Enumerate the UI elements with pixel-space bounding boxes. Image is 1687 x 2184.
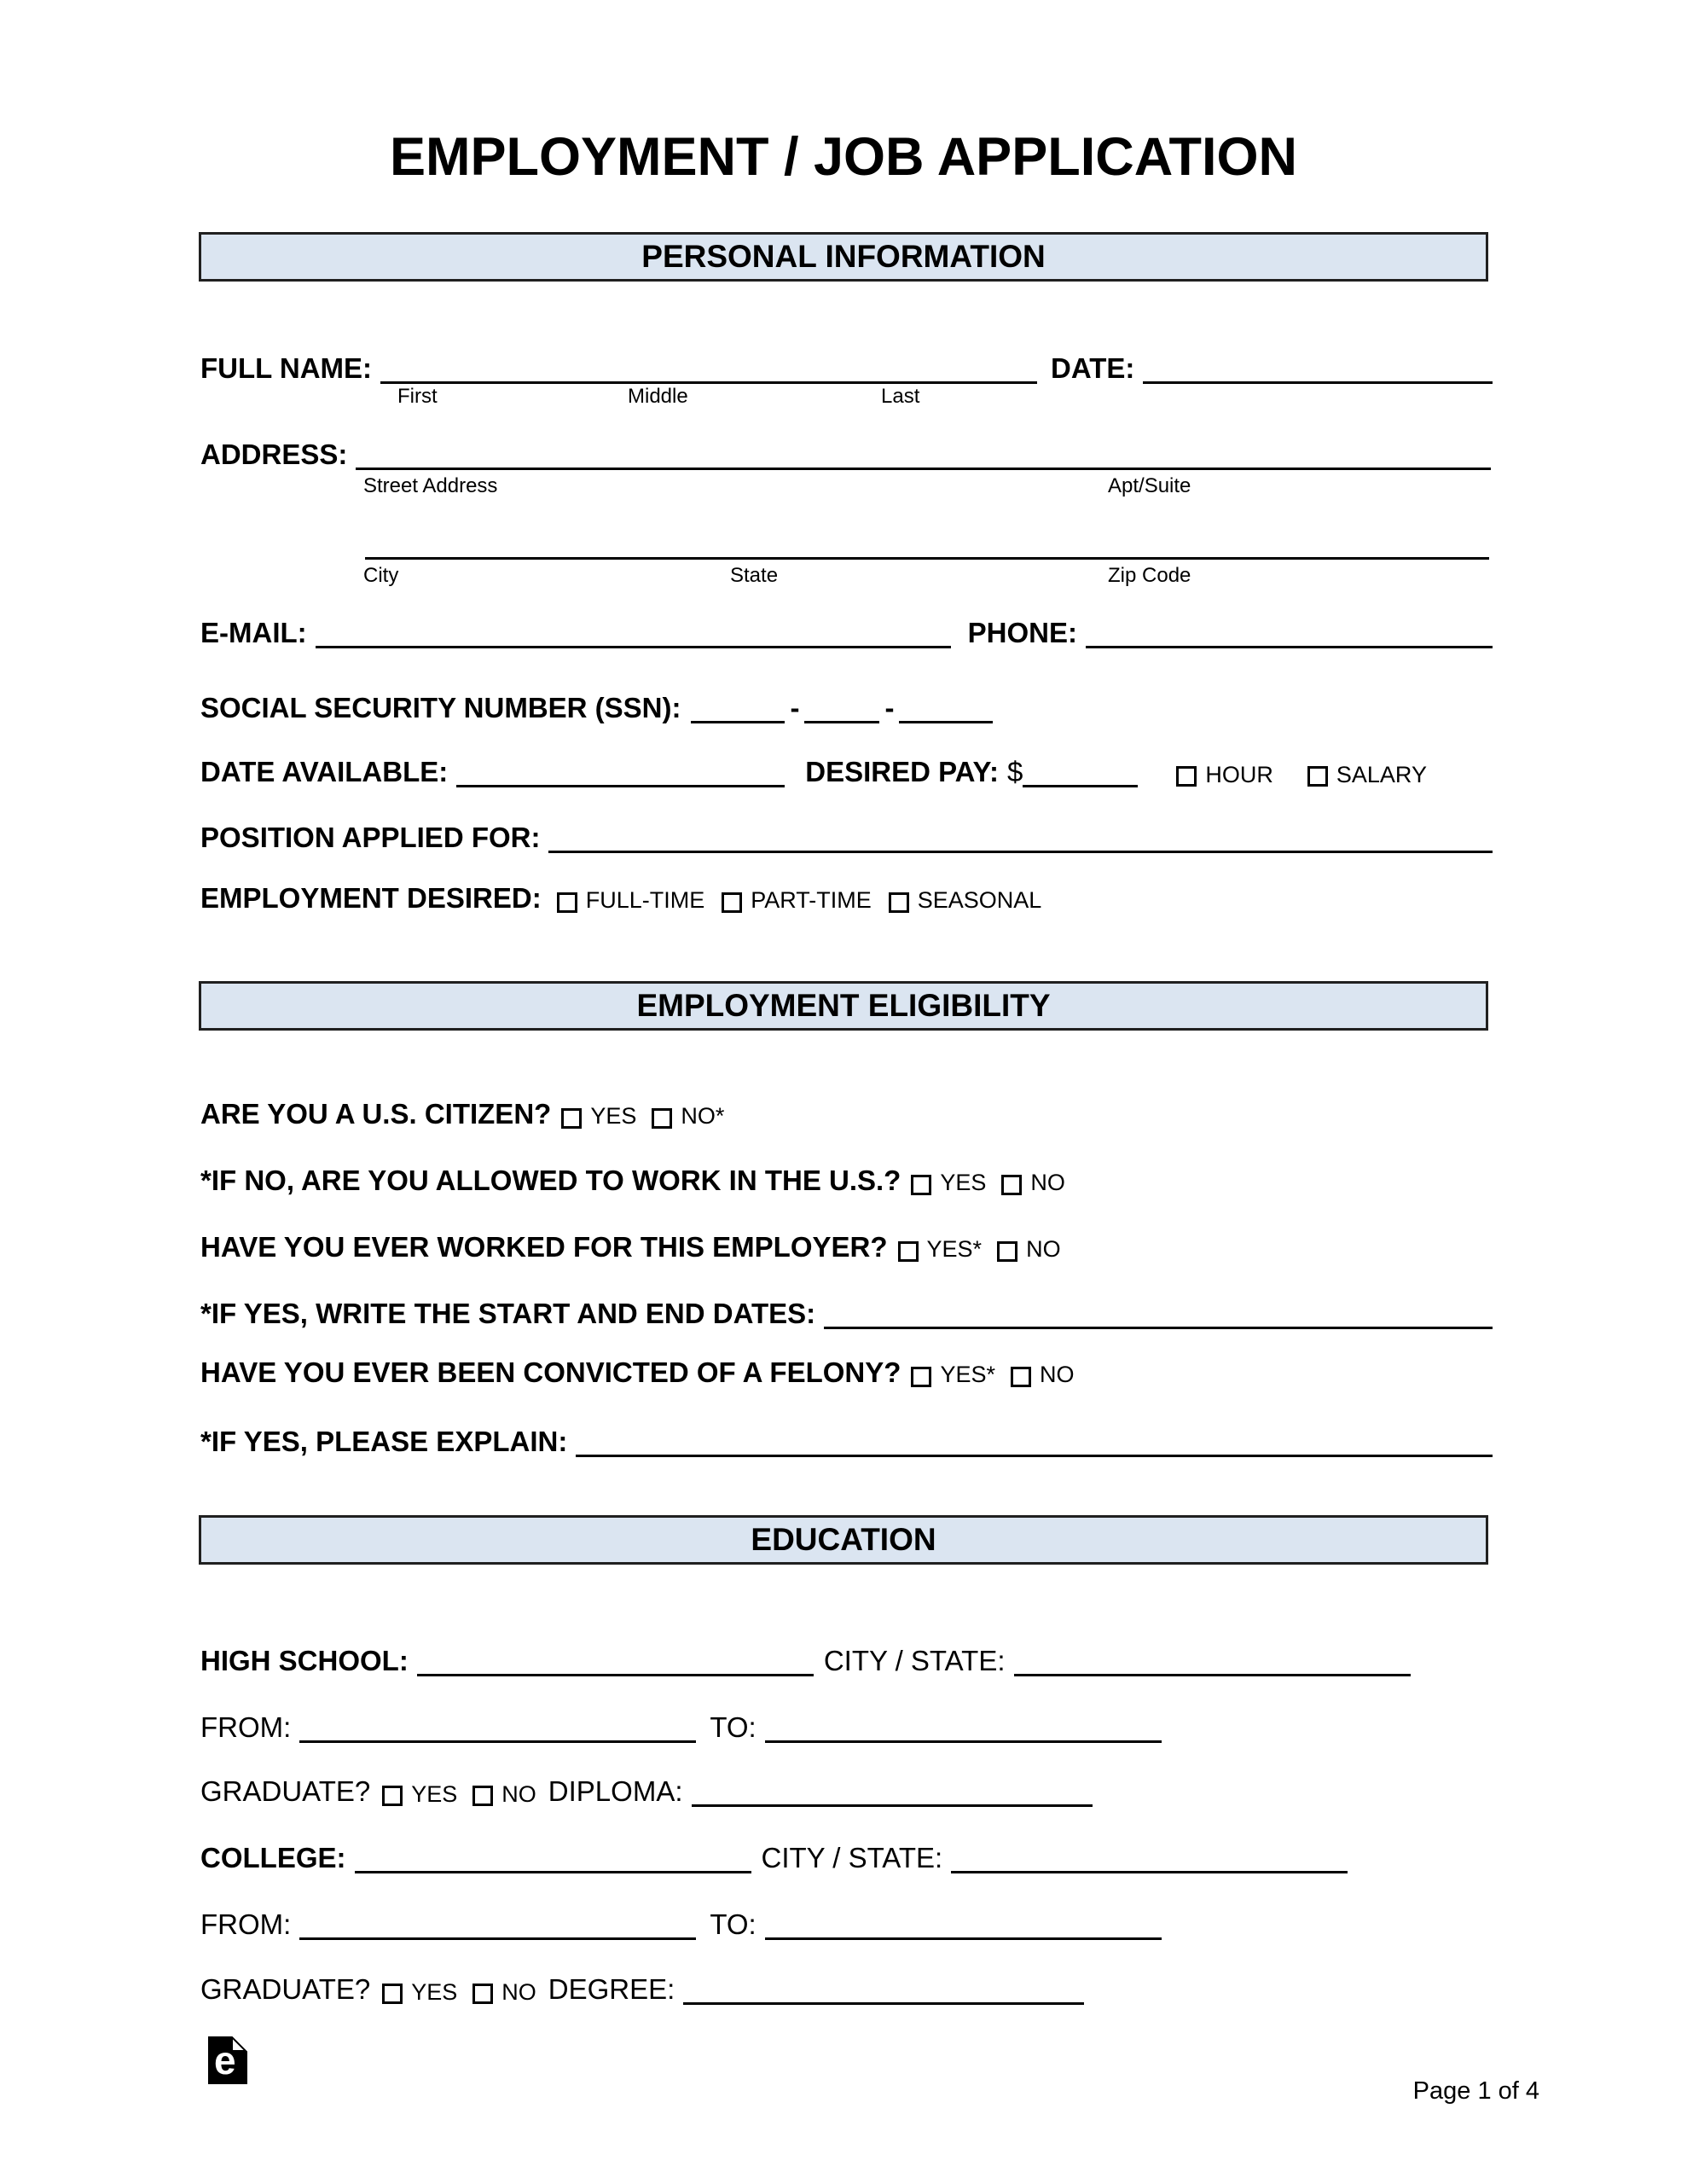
hs-graduate-no-option [472, 1781, 536, 1807]
seasonal-checkbox[interactable] [889, 892, 909, 913]
dollar-sign: $ [1007, 756, 1023, 788]
diploma-label: DIPLOMA: [548, 1775, 683, 1808]
ssn-label: SOCIAL SECURITY NUMBER (SSN): [200, 692, 681, 724]
college-row [200, 1838, 1348, 1873]
college-from-label: FROM: [200, 1908, 292, 1941]
part-time-checkbox[interactable] [722, 892, 742, 913]
citizen-no-label: NO* [681, 1103, 725, 1130]
explain-row [200, 1422, 1493, 1457]
hs-to-field[interactable] [765, 1708, 1162, 1743]
full-time-option-label: FULL-TIME [585, 887, 705, 914]
street-address-sublabel: Street Address [363, 474, 498, 497]
email-label: E-MAIL: [200, 617, 307, 649]
explain-label: *IF YES, PLEASE EXPLAIN: [200, 1426, 568, 1458]
ssn-separator-2: - [884, 692, 895, 724]
college-graduate-yes-checkbox[interactable] [382, 1984, 403, 2004]
state-sublabel: State [730, 564, 779, 587]
hour-option [1176, 762, 1273, 787]
college-to-field[interactable] [765, 1905, 1162, 1940]
allowed-yes-option [911, 1170, 986, 1195]
position-applied-field[interactable] [548, 818, 1493, 853]
citizen-yes-label: YES [590, 1103, 637, 1130]
hour-checkbox[interactable] [1176, 766, 1197, 787]
college-city-state-label: CITY / STATE: [761, 1842, 943, 1874]
hs-graduate-yes-option [382, 1781, 457, 1807]
college-from-to-row [200, 1905, 1162, 1940]
hs-graduate-row [200, 1772, 1093, 1807]
high-school-label: HIGH SCHOOL: [200, 1645, 409, 1677]
salary-option-label: SALARY [1336, 761, 1427, 787]
desired-pay-label: DESIRED PAY: [805, 756, 1000, 788]
employment-desired-row [200, 884, 1041, 914]
worked-no-label: NO [1026, 1236, 1061, 1263]
page-title: EMPLOYMENT / JOB APPLICATION [389, 127, 1298, 187]
citizen-question-label: ARE YOU A U.S. CITIZEN? [200, 1098, 552, 1130]
apt-suite-sublabel: Apt/Suite [1108, 474, 1191, 497]
citizen-no-checkbox[interactable] [652, 1108, 672, 1129]
full-name-row [200, 349, 1493, 384]
section-header-personal-information: PERSONAL INFORMATION [199, 232, 1488, 282]
phone-label: PHONE: [967, 617, 1077, 649]
address-label: ADDRESS: [200, 439, 348, 471]
college-graduate-no-option [472, 1979, 536, 2005]
ssn-field-1[interactable] [691, 688, 785, 723]
seasonal-option-label: SEASONAL [917, 887, 1042, 914]
worked-no-option [997, 1236, 1061, 1262]
desired-pay-field[interactable] [1023, 752, 1138, 787]
worked-question-label: HAVE YOU EVER WORKED FOR THIS EMPLOYER? [200, 1231, 888, 1263]
date-field[interactable] [1143, 349, 1493, 384]
citizen-yes-option [561, 1103, 636, 1129]
street-address-field[interactable] [356, 435, 1491, 470]
ssn-field-2[interactable] [804, 688, 879, 723]
college-to-label: TO: [710, 1908, 757, 1941]
salary-option [1307, 762, 1427, 787]
felony-no-option [1011, 1362, 1075, 1387]
degree-field[interactable] [683, 1970, 1084, 2005]
college-graduate-yes-option [382, 1979, 457, 2005]
felony-no-label: NO [1039, 1362, 1075, 1388]
start-end-dates-label: *IF YES, WRITE THE START AND END DATES: [200, 1298, 816, 1330]
start-end-dates-row [200, 1294, 1493, 1329]
college-graduate-no-checkbox[interactable] [472, 1984, 493, 2004]
full-time-option [557, 887, 705, 913]
eforms-logo-letter: e [214, 2038, 236, 2082]
felony-no-checkbox[interactable] [1011, 1367, 1031, 1387]
full-time-checkbox[interactable] [557, 892, 577, 913]
part-time-option-label: PART-TIME [751, 887, 872, 914]
hs-from-field[interactable] [299, 1708, 696, 1743]
allowed-question-row [200, 1166, 1065, 1196]
hs-to-label: TO: [710, 1711, 757, 1744]
felony-question-label: HAVE YOU EVER BEEN CONVICTED OF A FELONY? [200, 1356, 901, 1388]
hs-graduate-no-label: NO [501, 1780, 536, 1807]
college-field[interactable] [355, 1838, 751, 1873]
middle-name-sublabel: Middle [628, 385, 688, 408]
high-school-field[interactable] [417, 1641, 814, 1676]
college-from-field[interactable] [299, 1905, 696, 1940]
position-applied-row [200, 818, 1493, 853]
hs-from-to-row [200, 1708, 1162, 1743]
hour-option-label: HOUR [1205, 761, 1273, 787]
diploma-field[interactable] [692, 1772, 1093, 1807]
seasonal-option [889, 887, 1042, 913]
college-graduate-label: GRADUATE? [200, 1973, 371, 2006]
address-row [200, 435, 1491, 470]
ssn-separator-1: - [790, 692, 800, 724]
salary-checkbox[interactable] [1307, 766, 1328, 787]
page-number: Page 1 of 4 [1412, 2077, 1539, 2105]
ssn-row [200, 688, 993, 723]
college-graduate-row [200, 1970, 1084, 2005]
hs-graduate-yes-label: YES [411, 1780, 458, 1807]
eforms-logo [208, 2036, 247, 2084]
allowed-yes-checkbox[interactable] [911, 1175, 931, 1195]
college-label: COLLEGE: [200, 1842, 346, 1874]
allowed-no-option [1001, 1170, 1065, 1195]
allowed-no-checkbox[interactable] [1001, 1175, 1022, 1195]
employment-desired-label: EMPLOYMENT DESIRED: [200, 882, 542, 914]
citizen-no-option [652, 1103, 724, 1129]
start-end-dates-field[interactable] [824, 1294, 1493, 1329]
worked-question-row [200, 1233, 1061, 1263]
hs-graduate-yes-checkbox[interactable] [382, 1786, 403, 1806]
hs-graduate-label: GRADUATE? [200, 1775, 371, 1808]
allowed-question-label: *IF NO, ARE YOU ALLOWED TO WORK IN THE U.S.? [200, 1165, 901, 1196]
hs-graduate-no-checkbox[interactable] [472, 1786, 493, 1806]
city-sublabel: City [363, 564, 399, 587]
first-name-sublabel: First [397, 385, 438, 408]
citizen-yes-checkbox[interactable] [561, 1108, 582, 1129]
zip-code-sublabel: Zip Code [1108, 564, 1191, 587]
full-name-field[interactable] [380, 349, 1037, 384]
worked-no-checkbox[interactable] [997, 1241, 1017, 1262]
explain-field[interactable] [576, 1422, 1493, 1457]
email-phone-row [200, 613, 1493, 648]
college-city-state-field[interactable] [951, 1838, 1348, 1873]
college-graduate-yes-label: YES [411, 1978, 458, 2005]
section-header-education: EDUCATION [199, 1515, 1488, 1565]
date-available-label: DATE AVAILABLE: [200, 756, 449, 788]
email-field[interactable] [316, 613, 951, 648]
citizen-question-row [200, 1100, 724, 1130]
hs-city-state-field[interactable] [1014, 1641, 1411, 1676]
degree-label: DEGREE: [548, 1973, 675, 2006]
phone-field[interactable] [1086, 613, 1493, 648]
felony-yes-option [911, 1362, 995, 1387]
ssn-field-3[interactable] [899, 688, 993, 723]
address-line2-field[interactable] [365, 526, 1489, 560]
hs-from-label: FROM: [200, 1711, 292, 1744]
worked-yes-label: YES* [926, 1236, 983, 1263]
allowed-yes-label: YES [940, 1170, 987, 1196]
last-name-sublabel: Last [881, 385, 920, 408]
full-name-label: FULL NAME: [200, 352, 373, 385]
worked-yes-option [898, 1236, 983, 1262]
college-graduate-no-label: NO [501, 1978, 536, 2005]
date-available-field[interactable] [456, 752, 785, 787]
worked-yes-checkbox[interactable] [898, 1241, 919, 1262]
high-school-row [200, 1641, 1411, 1676]
felony-yes-checkbox[interactable] [911, 1367, 931, 1387]
allowed-no-label: NO [1030, 1170, 1065, 1196]
position-applied-label: POSITION APPLIED FOR: [200, 822, 541, 854]
date-available-row [200, 752, 1427, 787]
hs-city-state-label: CITY / STATE: [823, 1645, 1006, 1677]
felony-question-row [200, 1358, 1074, 1388]
section-header-employment-eligibility: EMPLOYMENT ELIGIBILITY [199, 981, 1488, 1031]
date-label: DATE: [1051, 352, 1135, 385]
felony-yes-label: YES* [940, 1362, 995, 1388]
part-time-option [722, 887, 872, 913]
